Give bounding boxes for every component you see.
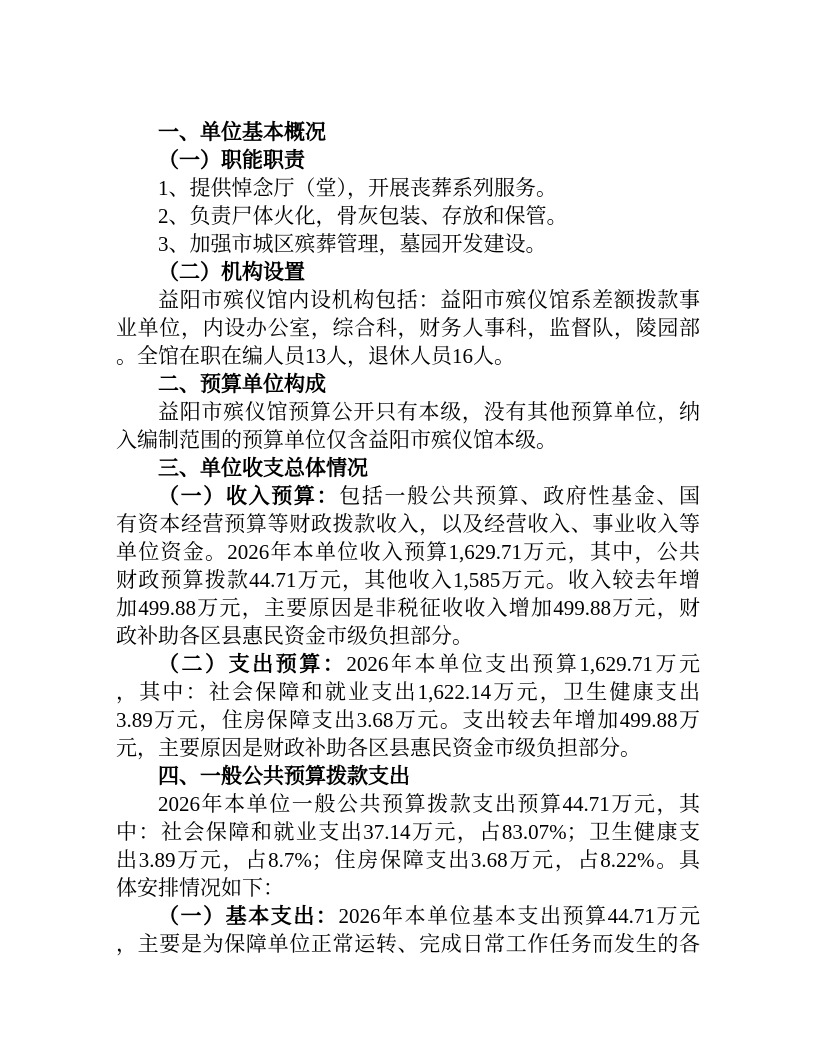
text-line bbox=[116, 342, 700, 370]
text-run: 3.89万元，住房保障支出3.68万元。支出较去年增加499.88万 bbox=[116, 708, 700, 732]
text-run: 2026年本单位一般公共预算拨款支出预算44.71万元，其 bbox=[158, 792, 700, 816]
text-line bbox=[116, 398, 700, 426]
text-run: 有资本经营预算等财政拨款收入，以及经营收入、事业收入等 bbox=[116, 512, 700, 536]
text-run: 1、提供悼念厅（堂），开展丧葬系列服务。 bbox=[158, 176, 557, 200]
text-line bbox=[116, 930, 700, 958]
bold-run: 四、一般公共预算拨款支出 bbox=[158, 764, 410, 788]
bold-run: 一、单位基本概况 bbox=[158, 120, 326, 144]
heading-line bbox=[116, 258, 700, 286]
text-run: 元，主要原因是财政补助各区县惠民资金市级负担部分。 bbox=[116, 736, 641, 760]
heading-line bbox=[116, 118, 700, 146]
bold-run: （二）支出预算： bbox=[158, 652, 347, 676]
bold-run: （二）机构设置 bbox=[158, 260, 305, 284]
text-run: 。全馆在职在编人员13人，退休人员16人。 bbox=[116, 344, 515, 368]
text-run: 业单位，内设办公室，综合科，财务人事科，监督队，陵园部 bbox=[116, 316, 700, 340]
text-run: 单位资金。2026年本单位收入预算1,629.71万元，其中，公共 bbox=[116, 540, 700, 564]
bold-run: （一）职能职责 bbox=[158, 148, 305, 172]
text-line bbox=[116, 482, 700, 510]
text-run: 益阳市殡仪馆内设机构包括：益阳市殡仪馆系差额拨款事 bbox=[158, 288, 700, 312]
text-line bbox=[116, 202, 700, 230]
text-line bbox=[116, 790, 700, 818]
text-line bbox=[116, 846, 700, 874]
text-line bbox=[116, 594, 700, 622]
text-line bbox=[116, 230, 700, 258]
bold-run: 三、单位收支总体情况 bbox=[158, 456, 368, 480]
text-line bbox=[116, 622, 700, 650]
text-run: 财政预算拨款44.71万元，其他收入1,585万元。收入较去年增 bbox=[116, 568, 700, 592]
text-line bbox=[116, 510, 700, 538]
heading-line bbox=[116, 146, 700, 174]
text-line bbox=[116, 678, 700, 706]
text-run: 体安排情况如下： bbox=[116, 876, 284, 900]
text-run: 2026年本单位支出预算1,629.71万元 bbox=[346, 652, 700, 676]
text-line bbox=[116, 818, 700, 846]
text-line bbox=[116, 426, 700, 454]
text-run: 中：社会保障和就业支出37.14万元，占83.07%；卫生健康支 bbox=[116, 820, 700, 844]
text-line bbox=[116, 314, 700, 342]
text-run: 加499.88万元，主要原因是非税征收收入增加499.88万元，财 bbox=[116, 596, 700, 620]
text-run: 益阳市殡仪馆预算公开只有本级，没有其他预算单位，纳 bbox=[158, 400, 700, 424]
bold-run: （一）收入预算： bbox=[158, 484, 340, 508]
text-run: 出3.89万元，占8.7%；住房保障支出3.68万元，占8.22%。具 bbox=[116, 848, 700, 872]
text-line bbox=[116, 566, 700, 594]
text-line bbox=[116, 538, 700, 566]
heading-line bbox=[116, 454, 700, 482]
text-line bbox=[116, 734, 700, 762]
bold-run: 二、预算单位构成 bbox=[158, 372, 326, 396]
text-line bbox=[116, 902, 700, 930]
text-run: 政补助各区县惠民资金市级负担部分。 bbox=[116, 624, 473, 648]
document-body bbox=[116, 118, 700, 958]
text-run: 2、负责尸体火化，骨灰包装、存放和保管。 bbox=[158, 204, 568, 228]
heading-line bbox=[116, 762, 700, 790]
text-run: 2026年本单位基本支出预算44.71万元 bbox=[338, 904, 700, 928]
text-run: 包括一般公共预算、政府性基金、国 bbox=[339, 484, 700, 508]
text-line bbox=[116, 286, 700, 314]
bold-run: （一）基本支出： bbox=[158, 904, 339, 928]
text-run: 入编制范围的预算单位仅含益阳市殡仪馆本级。 bbox=[116, 428, 557, 452]
heading-line bbox=[116, 370, 700, 398]
text-line bbox=[116, 650, 700, 678]
text-run: 3、加强市城区殡葬管理，墓园开发建设。 bbox=[158, 232, 547, 256]
text-run: ，其中：社会保障和就业支出1,622.14万元，卫生健康支出 bbox=[116, 680, 700, 704]
text-line bbox=[116, 874, 700, 902]
text-line bbox=[116, 706, 700, 734]
text-line bbox=[116, 174, 700, 202]
text-run: ，主要是为保障单位正常运转、完成日常工作任务而发生的各 bbox=[116, 932, 700, 956]
